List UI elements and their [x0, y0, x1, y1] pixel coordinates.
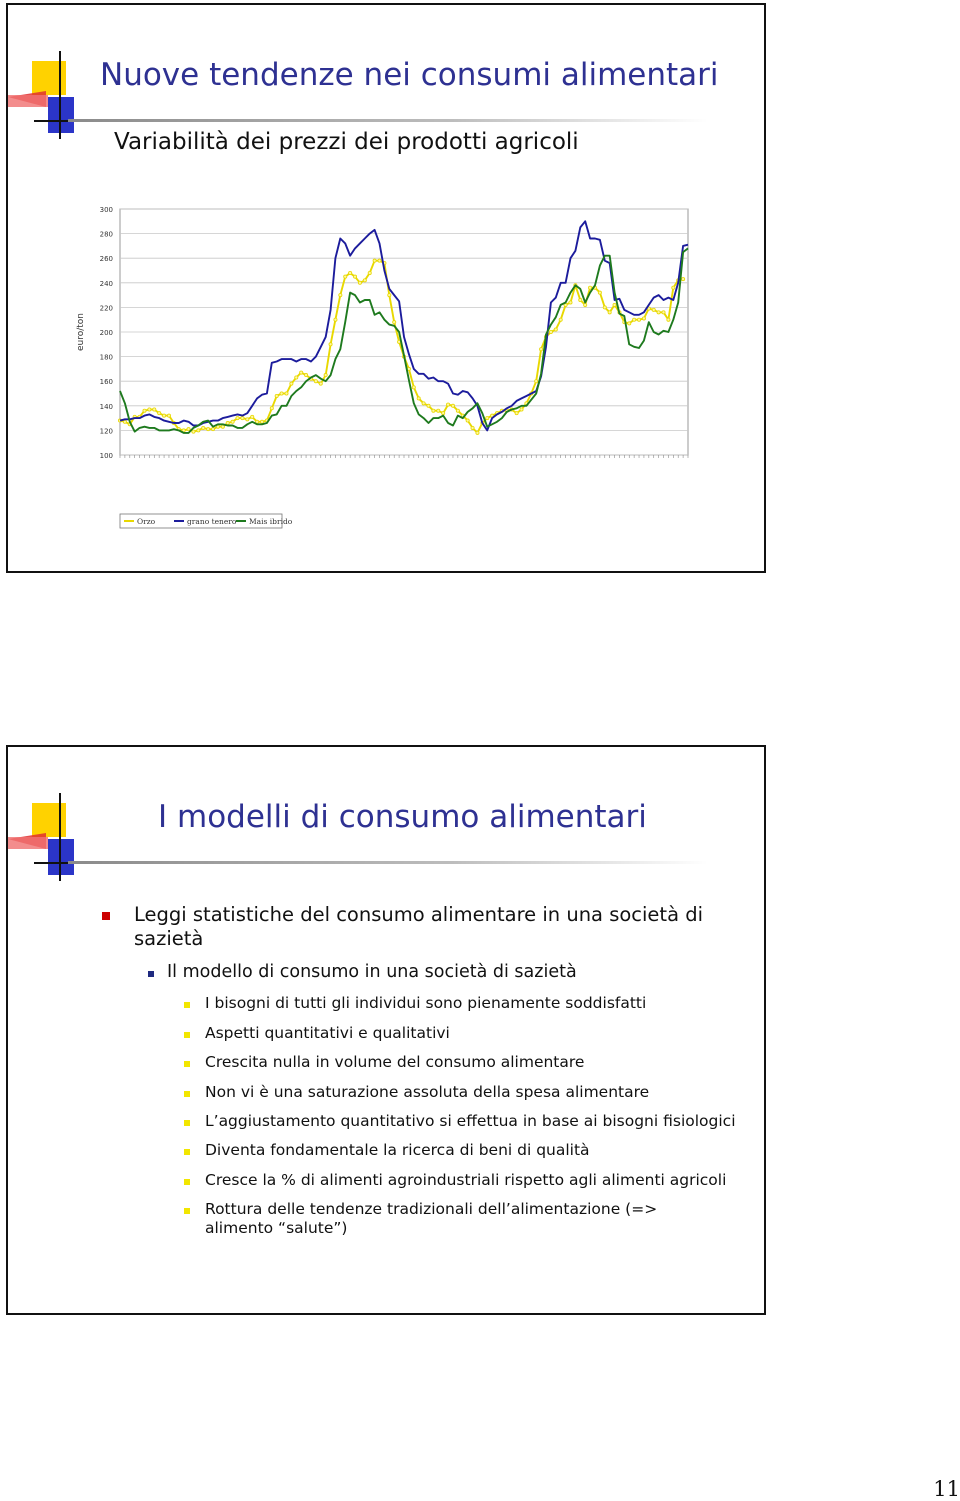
orzo-point	[123, 420, 126, 423]
orzo-point	[672, 286, 675, 289]
slide-title: Nuove tendenze nei consumi alimentari	[100, 57, 719, 93]
y-tick-label: 220	[99, 304, 113, 313]
orzo-point	[295, 376, 298, 379]
orzo-point	[613, 303, 616, 306]
legend-label: Mais ibrido	[249, 517, 293, 526]
orzo-point	[584, 303, 587, 306]
bullet-marker	[184, 1120, 190, 1126]
orzo-point	[304, 373, 307, 376]
slide-logo-icon	[8, 747, 128, 887]
orzo-point	[153, 408, 156, 411]
orzo-point	[368, 271, 371, 274]
orzo-point	[363, 279, 366, 282]
orzo-point	[569, 301, 572, 304]
orzo-point	[417, 397, 420, 400]
orzo-point	[588, 286, 591, 289]
bullet-item: Non vi è una saturazione assoluta della spesa alimentare	[205, 1083, 650, 1101]
orzo-point	[349, 271, 352, 274]
orzo-point	[579, 298, 582, 301]
orzo-point	[603, 306, 606, 309]
orzo-point	[456, 409, 459, 412]
y-tick-label: 240	[99, 279, 113, 288]
orzo-point	[260, 420, 263, 423]
slide-price-variability	[6, 3, 766, 573]
orzo-point	[652, 308, 655, 311]
orzo-point	[236, 417, 239, 420]
page-number: 11	[933, 1477, 960, 1501]
orzo-point	[432, 409, 435, 412]
orzo-point	[554, 328, 557, 331]
orzo-point	[167, 414, 170, 417]
bullet-marker	[184, 1061, 190, 1067]
orzo-point	[251, 415, 254, 418]
price-line-chart	[68, 197, 708, 537]
orzo-point	[628, 322, 631, 325]
y-tick-label: 260	[99, 255, 113, 264]
orzo-point	[427, 404, 430, 407]
bullet-marker	[184, 1208, 190, 1214]
orzo-point	[637, 318, 640, 321]
bullet-marker	[148, 971, 154, 977]
orzo-point	[412, 386, 415, 389]
orzo-point	[353, 275, 356, 278]
slide-consumption-models	[6, 745, 766, 1315]
orzo-point	[285, 392, 288, 395]
orzo-point	[549, 330, 552, 333]
orzo-point	[373, 259, 376, 262]
orzo-point	[231, 420, 234, 423]
orzo-point	[422, 402, 425, 405]
bullet-item: Aspetti quantitativi e qualitativi	[205, 1024, 450, 1042]
orzo-point	[446, 403, 449, 406]
orzo-point	[187, 428, 190, 431]
y-tick-label: 100	[99, 452, 113, 460]
orzo-point	[275, 394, 278, 397]
orzo-point	[393, 321, 396, 324]
bullet-item: Rottura delle tendenze tradizionali dell’alimentazione (=> alimento “salute”)	[205, 1200, 658, 1237]
bullet-item: Diventa fondamentale la ricerca di beni di qualità	[205, 1141, 590, 1159]
y-tick-label: 180	[99, 353, 113, 362]
orzo-point	[226, 421, 229, 424]
title-divider	[68, 119, 708, 122]
orzo-point	[535, 380, 538, 383]
orzo-point	[143, 409, 146, 412]
bullet-level2: Il modello di consumo in una società di sazietà	[167, 962, 577, 982]
orzo-point	[334, 318, 337, 321]
orzo-point	[642, 317, 645, 320]
orzo-point	[515, 412, 518, 415]
orzo-point	[378, 259, 381, 262]
orzo-point	[540, 348, 543, 351]
orzo-point	[197, 429, 200, 432]
orzo-point	[148, 408, 151, 411]
orzo-point	[207, 428, 210, 431]
orzo-point	[270, 407, 273, 410]
orzo-point	[241, 417, 244, 420]
y-tick-label: 200	[99, 329, 113, 337]
orzo-point	[162, 414, 165, 417]
orzo-point	[466, 419, 469, 422]
orzo-point	[158, 412, 161, 415]
orzo-point	[437, 409, 440, 412]
y-axis-label: euro/ton	[76, 312, 86, 352]
legend-label: Orzo	[137, 517, 156, 526]
y-tick-label: 120	[99, 427, 113, 436]
orzo-point	[339, 294, 342, 297]
orzo-point	[559, 318, 562, 321]
bullet-item: I bisogni di tutti gli individui sono pienamente soddisfatti	[205, 994, 647, 1012]
orzo-point	[324, 373, 327, 376]
orzo-point	[388, 294, 391, 297]
orzo-point	[344, 275, 347, 278]
legend-label: grano tenero	[187, 517, 237, 526]
bullet-marker	[102, 912, 110, 920]
orzo-point	[471, 426, 474, 429]
bullet-marker	[184, 1179, 190, 1185]
bullet-marker	[184, 1032, 190, 1038]
orzo-point	[608, 311, 611, 314]
bullet-marker	[184, 1149, 190, 1155]
orzo-point	[442, 412, 445, 415]
y-tick-label: 160	[99, 378, 113, 387]
slide-title: I modelli di consumo alimentari	[158, 799, 647, 835]
y-tick-label: 140	[99, 402, 113, 411]
orzo-point	[221, 425, 224, 428]
orzo-point	[520, 408, 523, 411]
orzo-point	[202, 426, 205, 429]
orzo-point	[329, 343, 332, 346]
orzo-point	[451, 404, 454, 407]
orzo-point	[486, 417, 489, 420]
orzo-point	[280, 392, 283, 395]
orzo-point	[682, 278, 685, 281]
orzo-point	[476, 431, 479, 434]
bullet-marker	[184, 1002, 190, 1008]
bullet-item: Crescita nulla in volume del consumo alimentare	[205, 1053, 585, 1071]
title-divider	[68, 861, 708, 864]
orzo-point	[290, 382, 293, 385]
orzo-point	[358, 281, 361, 284]
orzo-point	[314, 380, 317, 383]
bullet-level1: Leggi statistiche del consumo alimentare in una società di sazietà	[134, 903, 704, 950]
orzo-point	[657, 311, 660, 314]
orzo-point	[246, 418, 249, 421]
bullet-item: L’aggiustamento quantitativo si effettua in base ai bisogni fisiologici	[205, 1112, 736, 1130]
orzo-point	[211, 428, 214, 431]
orzo-point	[662, 311, 665, 314]
y-tick-label: 280	[99, 230, 113, 239]
bullet-marker	[184, 1091, 190, 1097]
bullet-item: Cresce la % di alimenti agroindustriali rispetto agli alimenti agricoli	[205, 1171, 727, 1189]
orzo-point	[192, 430, 195, 433]
orzo-point	[633, 318, 636, 321]
orzo-point	[300, 371, 303, 374]
orzo-point	[667, 318, 670, 321]
y-tick-label: 300	[99, 206, 113, 214]
orzo-point	[319, 382, 322, 385]
slide-subtitle: Variabilità dei prezzi dei prodotti agricoli	[114, 129, 579, 155]
orzo-point	[598, 291, 601, 294]
